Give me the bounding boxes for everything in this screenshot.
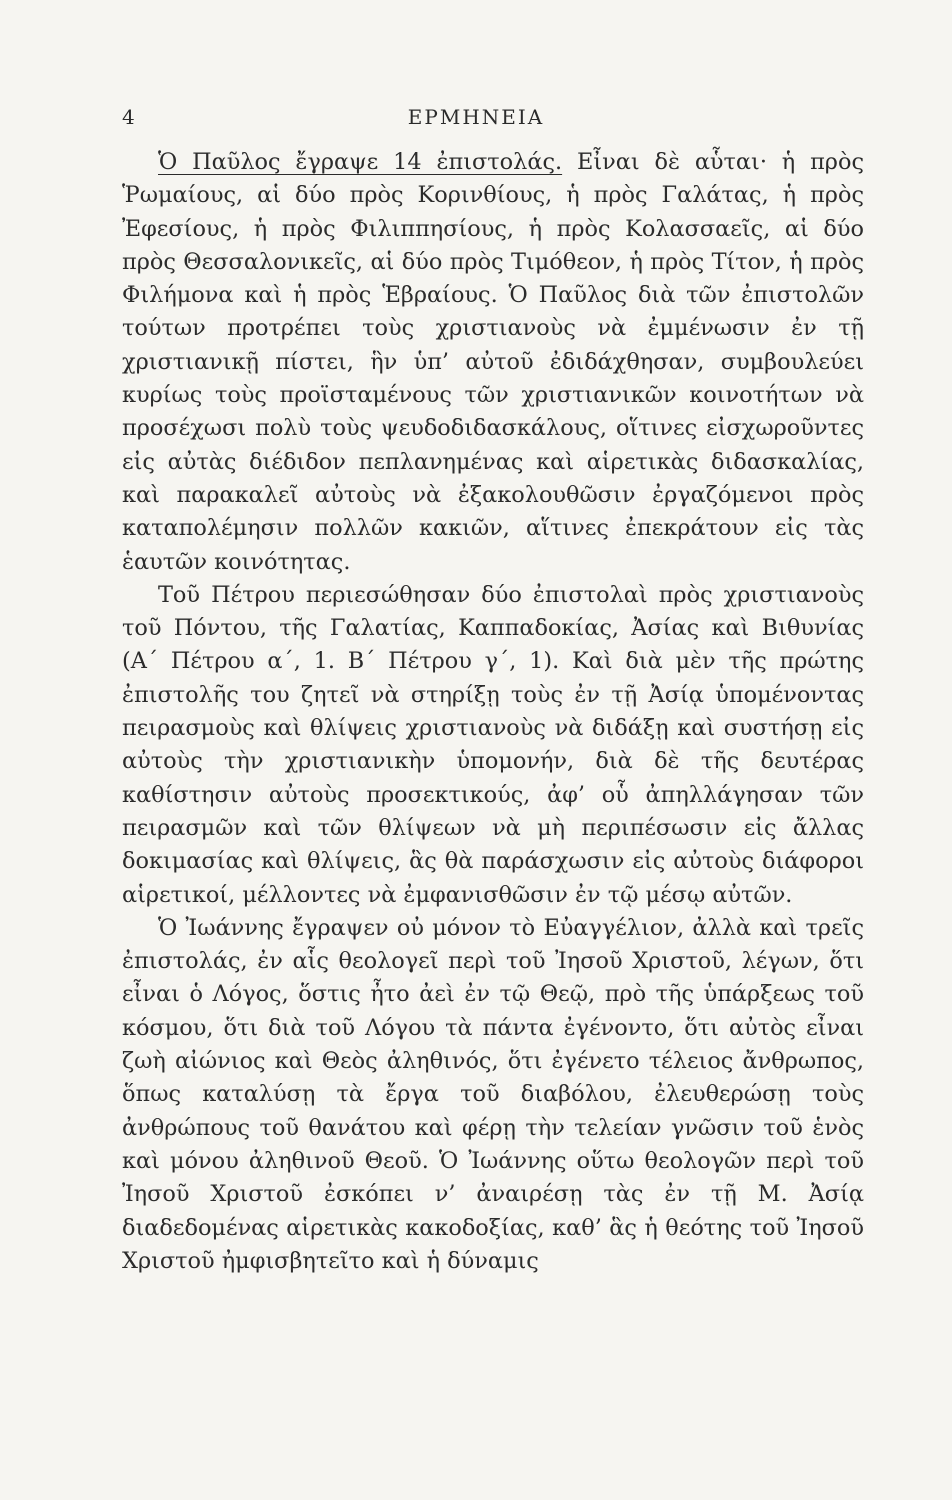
paragraph-johannine-writings: Ὁ Ἰωάννης ἔγραψεν οὐ μόνον τὸ Εὐαγγέλιον, ἀλλὰ καὶ τρεῖς ἐπιστολάς, ἐν αἷς θεολογεῖ περὶ τοῦ Ἰησοῦ Χριστοῦ, λέγων, ὅτι εἶναι ὁ Λόγος, ὅστις ἦτο ἀεὶ ἐν τῷ Θεῷ, πρὸ τῆς ὑπάρξεως τοῦ κόσμου, ὅτι διὰ τοῦ Λόγου τὰ πάντα ἐγένοντο, ὅτι αὐτὸς εἶναι ζωὴ αἰώνιος καὶ Θεὸς ἀληθινός, ὅτι ἐγένετο τέλειος ἄνθρωπος, ὅπως καταλύσῃ τὰ ἔργα τοῦ διαβόλου, ἐλευθερώσῃ τοὺς ἀνθρώπους τοῦ θανάτου καὶ φέρῃ τὴν τελείαν γνῶσιν τοῦ ἑνὸς καὶ μόνου ἀληθινοῦ Θεοῦ. Ὁ Ἰωάννης οὕτω θεολογῶν περὶ τοῦ Ἰησοῦ Χριστοῦ ἐσκόπει ν’ ἀναιρέσῃ τὰς ἐν τῇ Μ. Ἀσίᾳ διαδεδομένας αἱρετικὰς κακοδοξίας, καθ’ ἃς ἡ θεότης τοῦ Ἰησοῦ Χριστοῦ ἠμφισβητεῖτο καὶ ἡ δύναμις xyxy=(122,914,864,1274)
page-number: 4 xyxy=(122,105,136,129)
paragraph-petrine-epistles: Τοῦ Πέτρου περιεσώθησαν δύο ἐπιστολαὶ πρὸς χριστιανοὺς τοῦ Πόντου, τῆς Γαλατίας, Καππαδοκίας, Ἀσίας καὶ Βιθυνίας (Α΄ Πέτρου α΄, 1. Β΄ Πέτρου γ΄, 1). Καὶ διὰ μὲν τῆς πρώτης ἐπιστολῆς του ζητεῖ νὰ στηρίξῃ τοὺς ἐν τῇ Ἀσίᾳ ὑπομένοντας πειρασμοὺς καὶ θλίψεις χριστιανοὺς νὰ διδάξῃ καὶ συστήσῃ εἰς αὐτοὺς τὴν χριστιανικὴν ὑπομονήν, διὰ δὲ τῆς δευτέρας καθίστησιν αὐτοὺς προσεκτικούς, ἀφ’ οὗ ἀπηλλάγησαν τῶν πειρασμῶν καὶ τῶν θλίψεων νὰ μὴ περιπέσωσιν εἰς ἄλλας δοκιμασίας καὶ θλίψεις, ἃς θὰ παράσχωσιν εἰς αὐτοὺς διάφοροι αἱρετικοί, μέλλοντες νὰ ἐμφανισθῶσιν ἐν τῷ μέσῳ αὐτῶν. xyxy=(122,581,864,908)
paragraph-text: Εἶναι δὲ αὗται· ἡ πρὸς Ῥωμαίους, αἱ δύο πρὸς Κορινθίους, ἡ πρὸς Γαλάτας, ἡ πρὸς Ἐφεσίους, ἡ πρὸς Φιλιππησίους, ἡ πρὸς Κολασσαεῖς, αἱ δύο πρὸς Θεσσαλονικεῖς, αἱ δύο πρὸς Τιμόθεον, ἡ πρὸς Τίτον, ἡ πρὸς Φιλήμονα καὶ ἡ πρὸς Ἑβραίους. Ὁ Παῦλος διὰ τῶν ἐπιστολῶν τούτων προτρέπει τοὺς χριστιανοὺς νὰ ἐμμένωσιν ἐν τῇ χριστιανικῇ πίστει, ἣν ὑπ’ αὐτοῦ ἐδιδάχθησαν, συμβουλεύει κυρίως τοὺς προϊσταμένους τῶν χριστιανικῶν κοινοτήτων νὰ προσέχωσι πολὺ τοὺς ψευδοδιδασκάλους, οἵτινες εἰσχωροῦντες εἰς αὐτὰς διέδιδον πεπλανημένας καὶ αἱρετικὰς διδασκαλίας, καὶ παρακαλεῖ αὐτοὺς νὰ ἐξακολουθῶσιν ἐργαζόμενοι πρὸς καταπολέμησιν πολλῶν κακιῶν, αἵτινες ἐπεκράτουν εἰς τὰς ἑαυτῶν κοινότητας. xyxy=(122,149,864,575)
paragraph-pauline-epistles xyxy=(122,146,864,579)
body-text xyxy=(122,146,864,1278)
underlined-lead: Ὁ Παῦλος ἔγραψε 14 ἐπιστολάς. xyxy=(158,149,563,175)
running-title: ΕΡΜΗΝΕΙΑ xyxy=(407,105,545,129)
